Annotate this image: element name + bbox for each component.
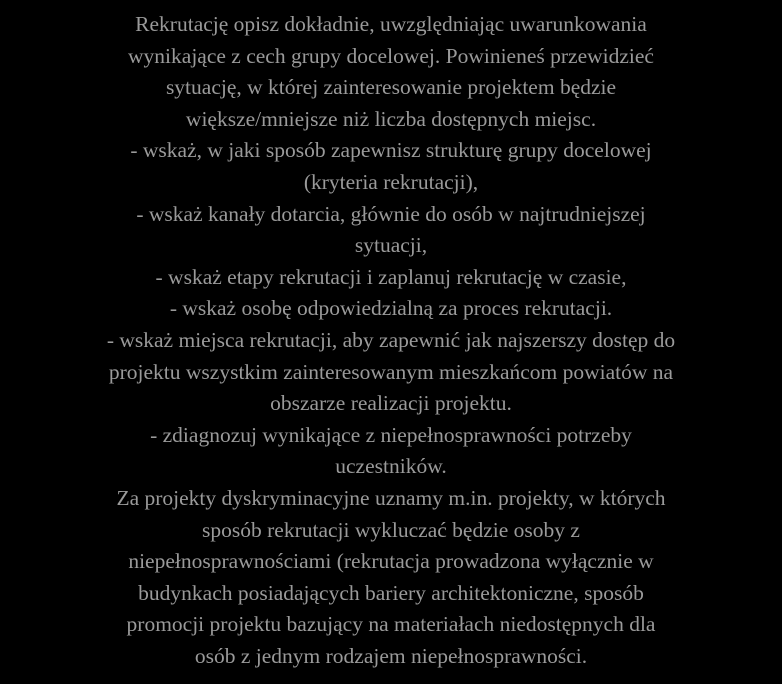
tooltip-text-line: projektu wszystkim zainteresowanym mieszkańcom powiatów na xyxy=(108,359,674,384)
tooltip-text-line: - wskaż miejsca rekrutacji, aby zapewnić jak najszerszy dostęp do xyxy=(106,327,676,352)
tooltip-text-line: promocji projektu bazujący na materiałach niedostępnych dla xyxy=(126,612,656,637)
tooltip-text-line: - wskaż kanały dotarcia, głównie do osób w najtrudniejszej xyxy=(136,201,646,226)
tooltip-text-line: wynikające z cech grupy docelowej. Powinieneś przewidzieć xyxy=(128,43,654,68)
tooltip-text-line: - wskaż, w jaki sposób zapewnisz strukturę grupy docelowej xyxy=(130,138,652,163)
tooltip-text-line: Za projekty dyskryminacyjne uznamy m.in. projekty, w których xyxy=(116,485,666,510)
tooltip-text-line: budynkach posiadających bariery architektoniczne, sposób xyxy=(138,580,644,605)
tooltip-text-line: Rekrutację opisz dokładnie, uwzględniając uwarunkowania xyxy=(135,12,647,36)
tooltip-text-line: sytuacji, xyxy=(354,233,428,258)
tooltip-text-line: (kryteria rekrutacji), xyxy=(303,169,479,194)
tooltip-text-line: - wskaż etapy rekrutacji i zaplanuj rekrutację w czasie, xyxy=(155,264,627,289)
tooltip-text-line: większe/mniejsze niż liczba dostępnych miejsc. xyxy=(185,106,597,131)
tooltip-text-line: osób z jednym rodzajem niepełnosprawności. xyxy=(194,643,588,668)
tooltip-text-line: uczestników. xyxy=(335,454,447,479)
tooltip-text-line: niepełnosprawnościami (rekrutacja prowadzona wyłącznie w xyxy=(128,549,654,574)
tooltip-text-line: sposób rekrutacji wykluczać będzie osoby z xyxy=(202,517,580,542)
tooltip-text-line: obszarze realizacji projektu. xyxy=(270,391,512,416)
tooltip-text-line: - zdiagnozuj wynikające z niepełnosprawności potrzeby xyxy=(150,422,632,447)
tooltip-text-line: sytuację, w której zainteresowanie projektem będzie xyxy=(165,75,617,100)
tooltip-text-line: - wskaż osobę odpowiedzialną za proces rekrutacji. xyxy=(169,296,613,321)
